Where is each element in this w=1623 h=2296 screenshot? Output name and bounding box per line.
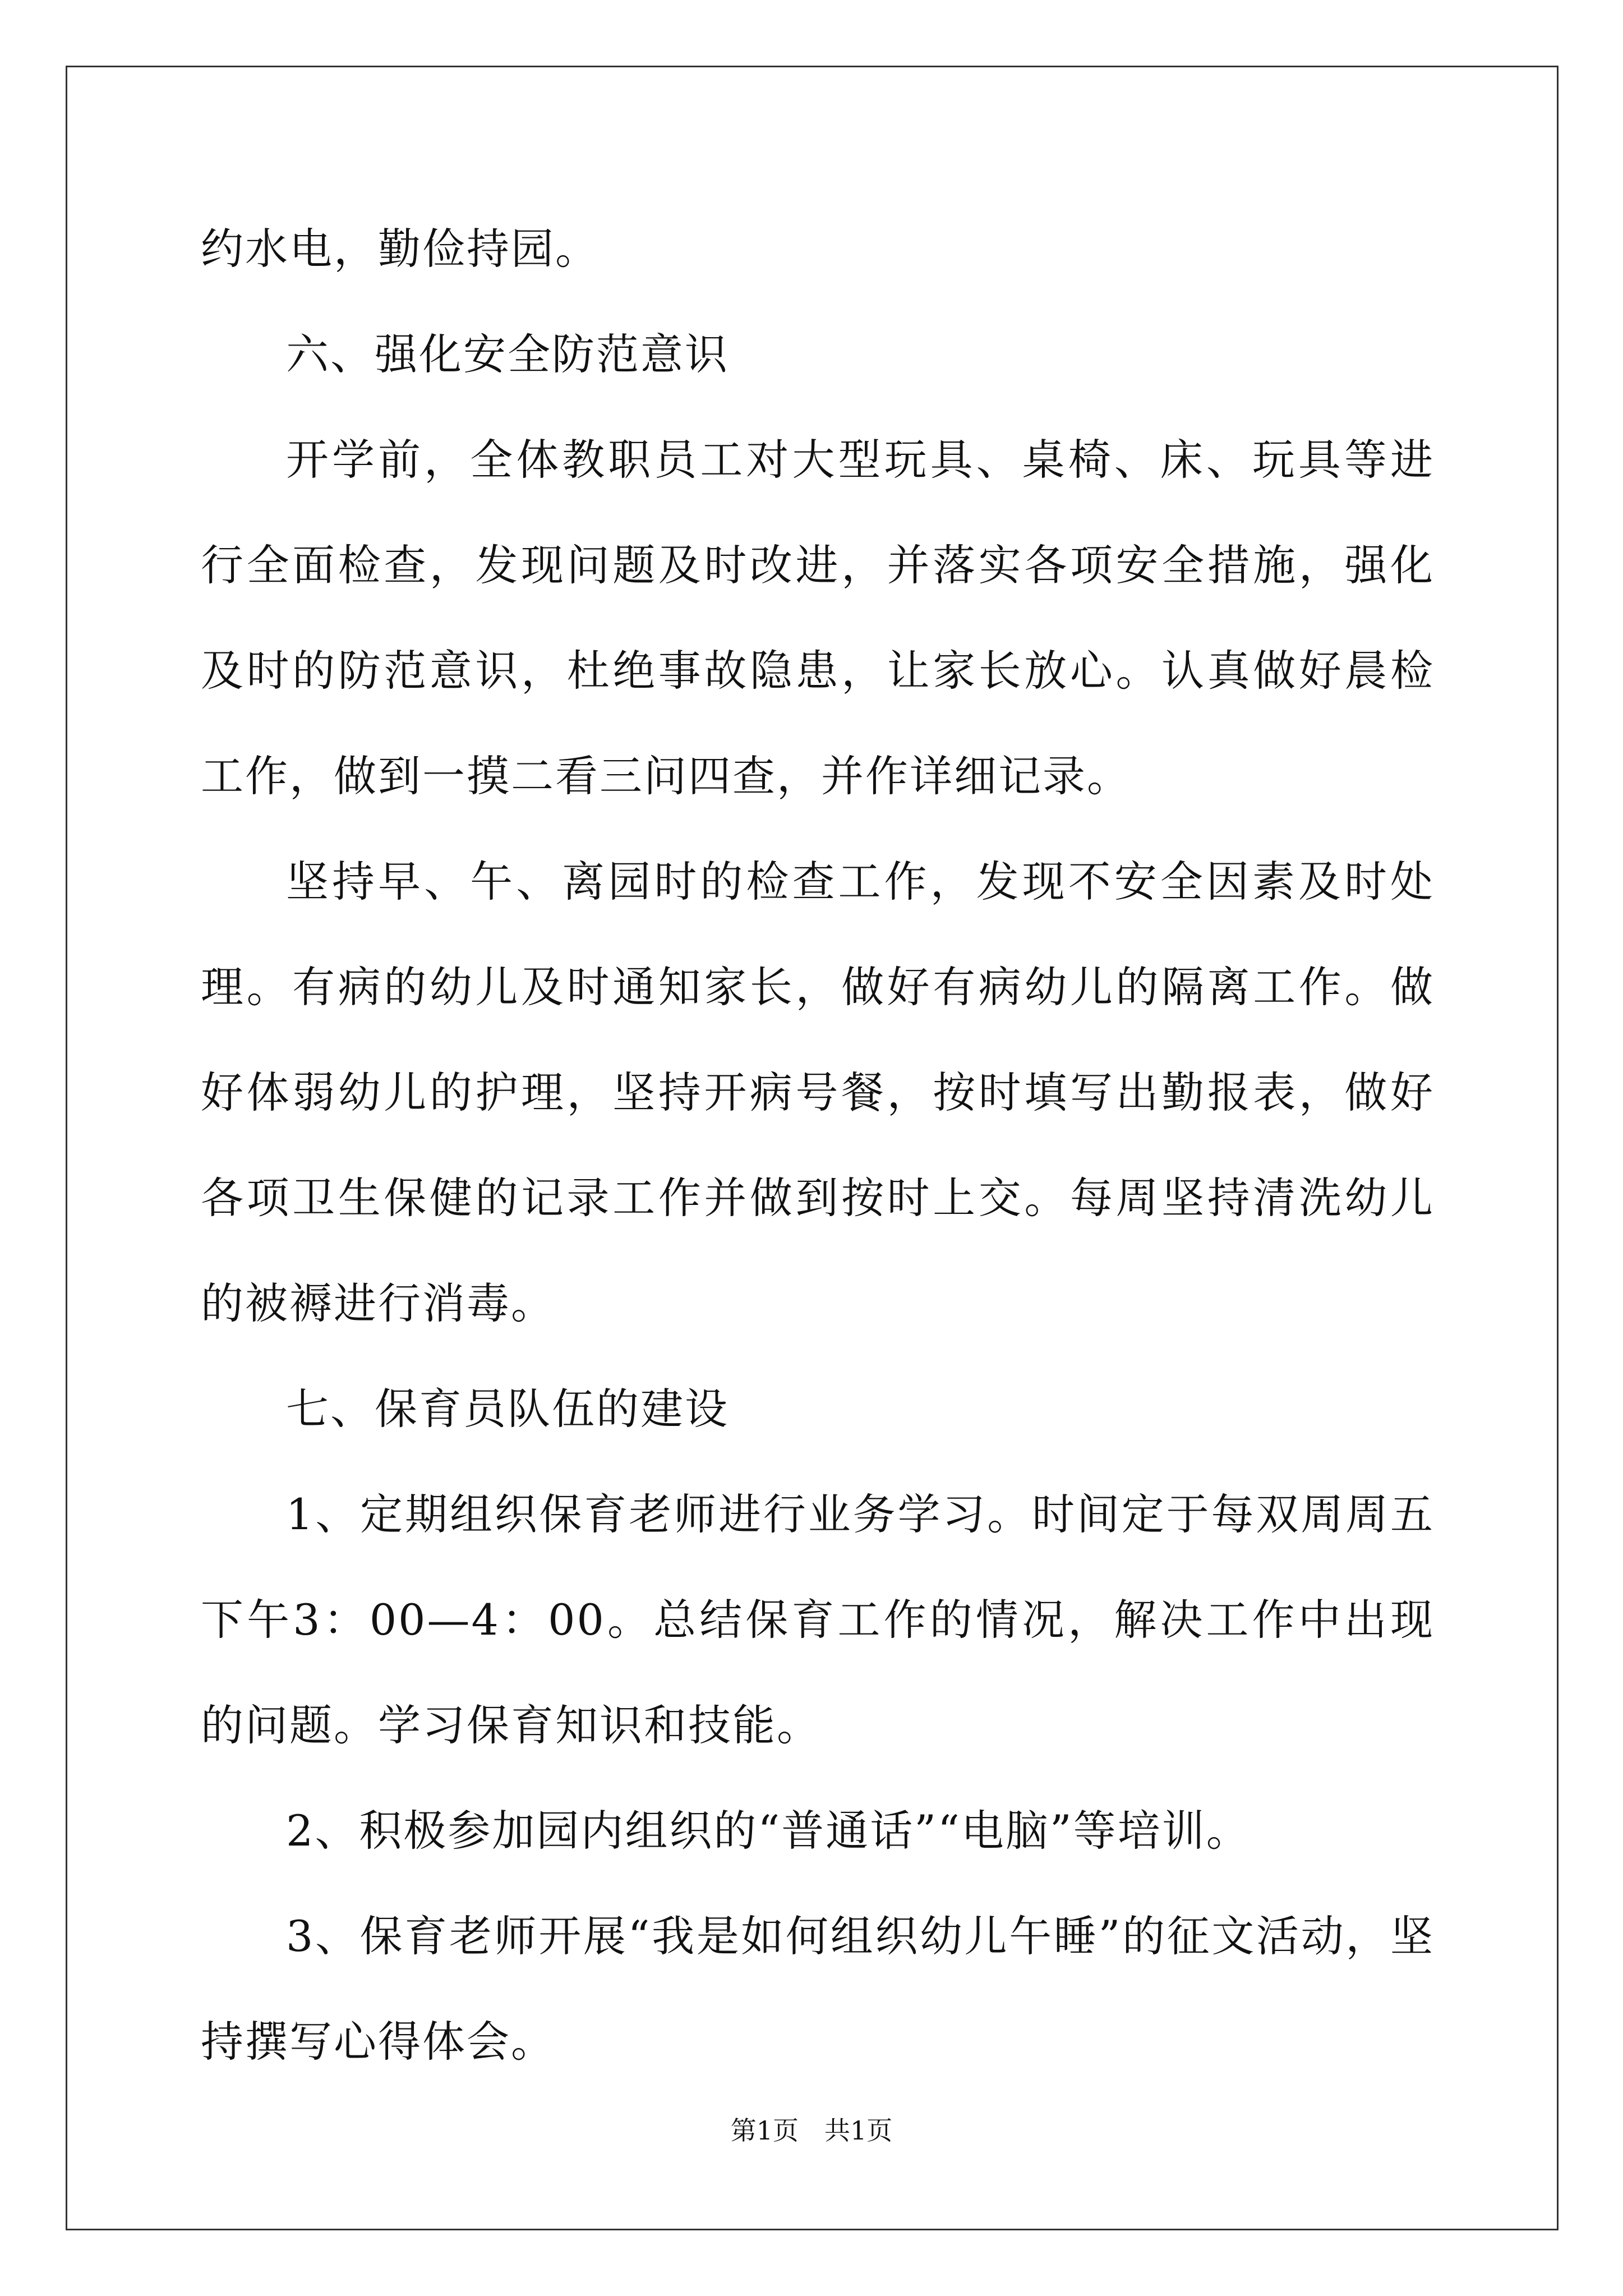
page-footer bbox=[0, 2114, 1623, 2147]
page-number: 第1页 bbox=[730, 2115, 799, 2146]
document-body bbox=[201, 196, 1435, 2095]
paragraph-1: 约水电，勤俭持园。 bbox=[201, 224, 600, 274]
section-heading-7: 七、保育员队伍的建设 bbox=[286, 1384, 729, 1434]
page-total: 共1页 bbox=[824, 2115, 893, 2146]
list-item-1: 1、定期组织保育老师进行业务学习。时间定于每双周周五下午3：00—4：00。总结保育工作的情况，解决工作中出现的问题。学习保育知识和技能。 bbox=[201, 1489, 1435, 1750]
list-item-3: 3、保育老师开展“我是如何组织幼儿午睡”的征文活动，坚持撰写心得体会。 bbox=[201, 1911, 1435, 2067]
paragraph-inspection: 坚持早、午、离园时的检查工作，发现不安全因素及时处理。有病的幼儿及时通知家长，做好有病幼儿的隔离工作。做好体弱幼儿的护理，坚持开病号餐，按时填写出勤报表，做好各项卫生保健的记录工作并做到按时上交。每周坚持清洗幼儿的被褥进行消毒。 bbox=[201, 857, 1435, 1328]
section-heading-6: 六、强化安全防范意识 bbox=[286, 329, 729, 379]
list-item-2: 2、积极参加园内组织的“普通话”“电脑”等培训。 bbox=[286, 1806, 1251, 1856]
paragraph-safety-check: 开学前，全体教职员工对大型玩具、桌椅、床、玩具等进行全面检查，发现问题及时改进，并落实各项安全措施，强化及时的防范意识，杜绝事故隐患，让家长放心。认真做好晨检工作，做到一摸二看三问四查，并作详细记录。 bbox=[201, 435, 1435, 801]
